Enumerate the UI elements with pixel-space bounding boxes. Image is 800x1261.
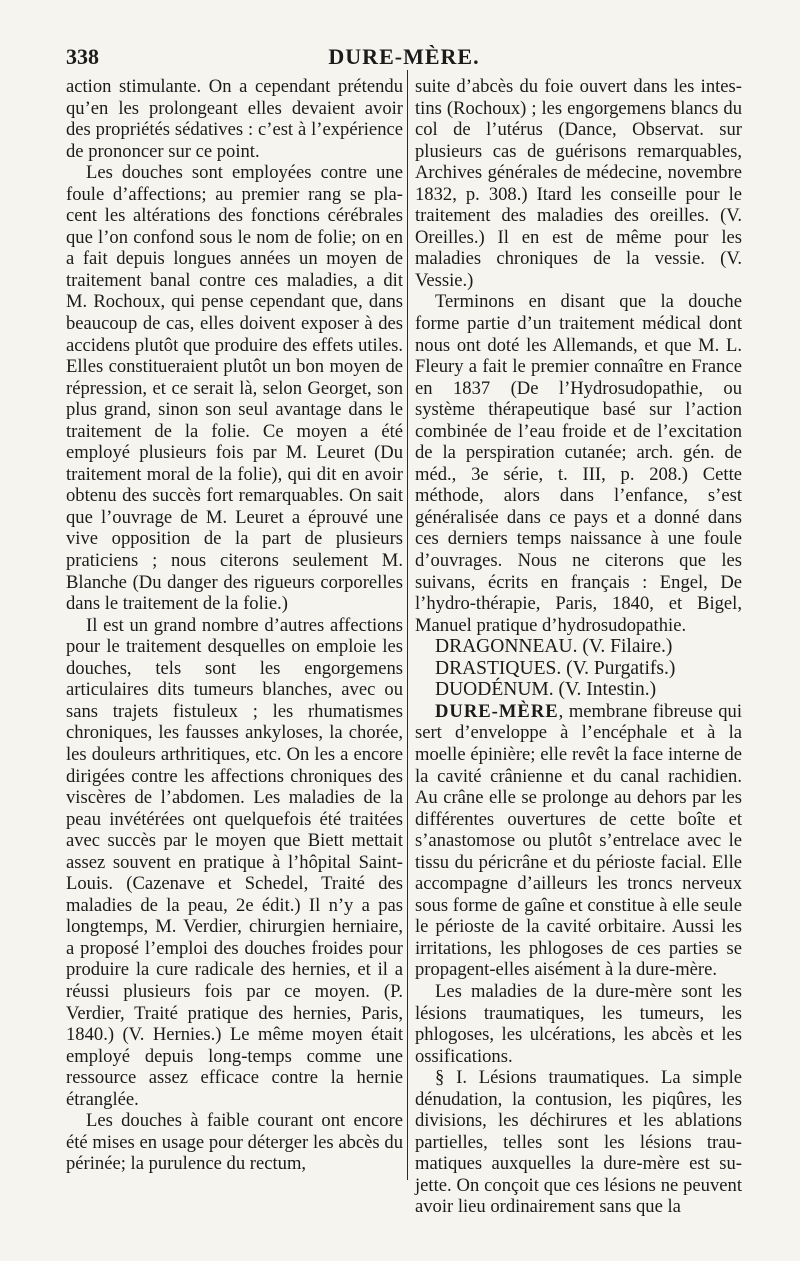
running-head: DURE-MÈRE. — [328, 44, 480, 69]
entry-headword: DURE-MÈRE — [435, 700, 559, 722]
paragraph: Terminons en disant que la douche forme partie d’un traitement médical dont nous ont doté les Allemands, et que M. L. Fleury a fait le premier connaître en France en 1837 (De l’Hydrosudopathie, ou système thérapeutique basé sur l’action combinée de l’eau froide et de l’excitation de la perspiration cutanée; arch. gén. de méd., 3e série, t. III, p. 208.) Cette méthode, alors dans l’enfance, s’est généralisée dans ce pays et a donné dans ces derniers temps naissance à une foule d’ouvrages. Nous ne citerons que les suivans, écrits en français : Engel, De l’hydro-thérapie, Paris, 1840, et Bigel, Manuel pratique d’hydrosudopathie. — [415, 291, 742, 636]
right-column — [415, 76, 742, 1218]
entry-paragraph — [415, 701, 742, 981]
page-header — [66, 44, 742, 72]
column-divider — [407, 70, 408, 1180]
dictionary-entry: DRASTIQUES. (V. Purgatifs.) — [435, 657, 676, 679]
paragraph: Les douches sont employées contre une foule d’affections; au premier rang se placent les altérations des fonctions cérébrales que l’on confond sous le nom de folie; on en a fait depuis longues années un moyen de traitement banal contre ces maladies, a dit M. Rochoux, qui pense cependant que, dans beaucoup de cas, elles doivent exposer à des accidens plutôt que produire des effets utiles. Elles constitueraient plutôt un bon moyen de répression, et ce serait là, selon Georget, son plus grand, sinon son seul avantage dans le traitement de la folie. Ce moyen a été employé plusieurs fois par M. Leuret (Du traitement moral de la folie), qui dit en avoir obtenu des succès fort remarquables. On sait que l’ouvrage de M. Leuret a éprouvé une vive opposition de la part de plusieurs praticiens ; nous citerons seulement M. Blanche (Du danger des rigueurs corporelles dans le traitement de la folie.) — [66, 162, 403, 615]
left-column — [66, 76, 403, 1175]
paragraph: Il est un grand nombre d’autres affections pour le traitement desquelles on emploie les douches, tels sont les engorgemens articulaires dits tumeurs blanches, avec ou sans trajets fistuleux ; les rhumatismes chroniques, les fausses ankyloses, la chorée, les douleurs arthritiques, etc. On les a encore dirigées contre les affections chroniques des viscères de l’abdomen. Les maladies de la peau invétérées ont quelquefois été traitées avec succès par le moyen que Biett mettait assez souvent en pratique à l’hôpital Saint-Louis. (Cazenave et Schedel, Traité des maladies de la peau, 2e édit.) Il n’y a pas longtemps, M. Verdier, chirurgien herniaire, a proposé l’emploi des douches froides pour produire la cure radicale des hernies, et il a réussi plusieurs fois par ce moyen. (P. Verdier, Traité pratique des hernies, Paris, 1840.) (V. Hernies.) Le même moyen était employé depuis long-temps comme une ressource assez efficace contre la hernie étranglée. — [66, 614, 403, 1110]
paragraph: Les maladies de la dure-mère sont les lésions traumatiques, les tumeurs, les phlogoses, les ulcérations, les abcès et les ossifications. — [415, 980, 742, 1067]
paragraph: Les douches à faible courant ont encore été mises en usage pour déterger les abcès du périnée; la purulence du rectum, — [66, 1110, 403, 1175]
entry-text: , membrane fibreuse qui sert d’enveloppe à l’encéphale et à la moelle épinière; elle revêt la face interne de la cavité crânienne et du canal rachidien. Au crâne elle se prolonge au dehors par les différentes ouvertures de cette boîte et s’anastomose ou plutôt s’entrelace avec le tissu du péricrâne et du périoste facial. Elle accompagne d’ailleurs les troncs nerveux sous forme de gaîne et constitue à elle seule le périoste de la cavité orbitaire. Aussi les irritations, les phlogoses de ces parties se propagent-elles aisément à la dure-mère. — [415, 700, 742, 981]
paragraph: suite d’abcès du foie ouvert dans les intestins (Rochoux) ; les engorgemens blancs du col de l’utérus (Dance, Observat. sur plusieurs cas de guérisons remarquables, Archives générales de médecine, novembre 1832, p. 308.) Itard les conseille pour le traitement des maladies des oreilles. (V. Oreilles.) Il en est de même pour les maladies chroniques de la vessie. (V. Vessie.) — [415, 76, 742, 291]
dictionary-entry: DRAGONNEAU. (V. Filaire.) — [435, 636, 673, 658]
paragraph: action stimulante. On a cependant prétendu qu’en les prolongeant elles devaient avoir des propriétés sédatives : c’est à l’expérience de prononcer sur ce point. — [66, 76, 403, 162]
paragraph: § I. Lésions traumatiques. La simple dénudation, la contusion, les piqûres, les divisions, les déchirures et les ablations partielles, telles sont les lésions traumatiques auxquelles la dure-mère est sujette. On conçoit que ces lésions ne peuvent avoir lieu ordinairement sans que la — [415, 1067, 742, 1218]
page-number: 338 — [66, 44, 99, 69]
dictionary-entry: DUODÉNUM. (V. Intestin.) — [435, 679, 657, 701]
